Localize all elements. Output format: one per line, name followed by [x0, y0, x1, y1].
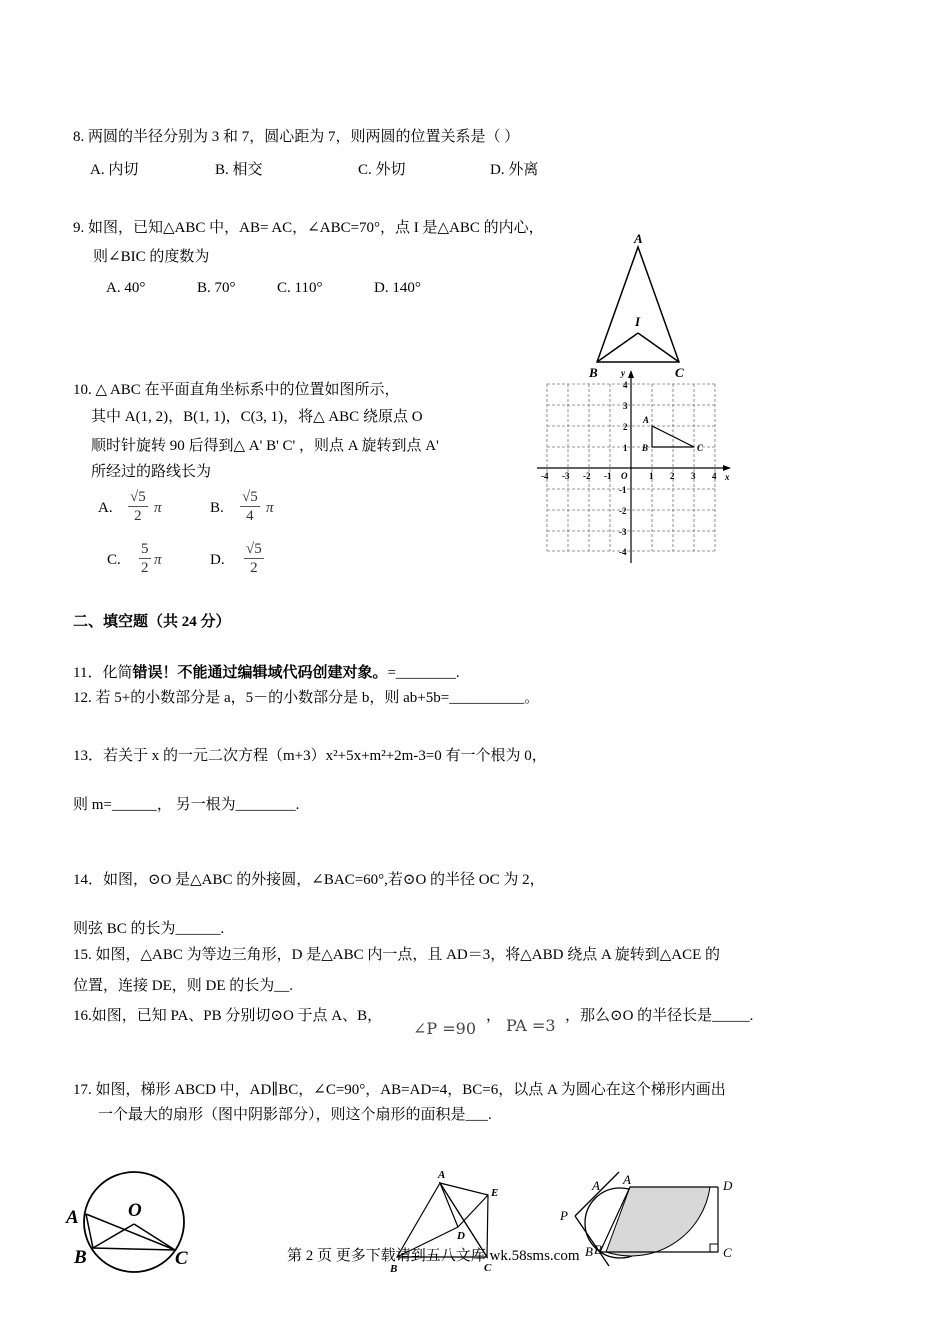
- q17-line2: 一个最大的扇形（图中阴影部分），则这个扇形的面积是___.: [98, 1107, 492, 1123]
- q9-option-c: C. 110°: [277, 280, 323, 296]
- q16-suffix: ，那么⊙O 的半径长是_____.: [565, 1008, 754, 1024]
- y-tick-neg4: -4: [619, 547, 627, 557]
- x-tick-neg2: -2: [583, 471, 591, 481]
- fig17-label-d: D: [723, 1178, 733, 1193]
- q15-line2: 位置，连接 DE，则 DE 的长为__.: [73, 978, 293, 994]
- x-tick-4: 4: [712, 471, 717, 481]
- fig15-label-e: E: [491, 1187, 499, 1199]
- page-footer: 第 2 页 更多下载请到五八文库 wk.58sms.com: [287, 1248, 580, 1264]
- q10-option-a-pi: π: [154, 500, 162, 516]
- y-tick-1: 1: [623, 443, 628, 453]
- q9-label-c: C: [675, 365, 684, 380]
- y-tick-4: 4: [623, 380, 628, 390]
- x-tick-1: 1: [649, 471, 654, 481]
- q15-line1: 15. 如图，△ABC 为等边三角形，D 是△ABC 内一点，且 AD＝3，将△ABD 绕点 A 旋转到△ACE 的: [73, 947, 721, 963]
- x-tick-neg3: -3: [562, 471, 570, 481]
- q9-line1: 9. 如图，已知△ABC 中，AB= AC，∠ABC=70°，点 I 是△ABC 的内心，: [73, 220, 544, 236]
- q12: 12. 若 5+的小数部分是 a，5－的小数部分是 b，则 ab+5b=__________。: [73, 690, 540, 706]
- point-b-label: B: [642, 443, 649, 453]
- q9-triangle-figure: [580, 225, 700, 385]
- x-axis-label: x: [725, 472, 730, 482]
- q8-option-d: D. 外离: [490, 162, 539, 178]
- fig14-label-c: C: [175, 1248, 188, 1269]
- q10-option-c-fraction: $\frac{5}{2}$: [141, 541, 149, 576]
- q8-option-a: A. 内切: [90, 162, 139, 178]
- q16-comma: ，: [486, 1008, 502, 1024]
- fig17-label-c: C: [723, 1245, 732, 1260]
- fig14-label-b: B: [74, 1247, 87, 1268]
- q9-line2: 则∠BIC 的度数为: [93, 249, 210, 265]
- q10-line3: 顺时针旋转 90 后得到△ A' B' C' ，则点 A 旋转到点 A': [91, 438, 439, 454]
- x-tick-neg1: -1: [604, 471, 612, 481]
- q17-trapezoid-figure: [594, 1172, 745, 1267]
- q9-option-d: D. 140°: [374, 280, 421, 296]
- q10-option-b-fraction: $\frac{√5}{4}$: [242, 489, 258, 524]
- section-2-heading: 二、填空题（共 24 分）: [73, 614, 231, 630]
- fig16-label-b: B: [585, 1244, 593, 1259]
- q10-option-d-fraction: $\frac{√5}{2}$: [246, 541, 262, 576]
- q16-angle-p: ∠P =90: [413, 1019, 477, 1038]
- q8-stem: 8. 两圆的半径分别为 3 和 7，圆心距为 7，则两圆的位置关系是（ ）: [73, 129, 520, 145]
- q10-option-b-pi: π: [266, 500, 274, 516]
- q14-line1: 14．如图，⊙O 是△ABC 的外接圆，∠BAC=60°,若⊙O 的半径 OC 为 2，: [73, 872, 545, 888]
- q17-line1: 17. 如图，梯形 ABCD 中，AD∥BC，∠C=90°，AB=AD=4，BC=6，以点 A 为圆心在这个梯形内画出: [73, 1082, 726, 1098]
- q10-option-c-pi: π: [154, 552, 162, 568]
- q13-line2: 则 m=______， 另一根为________.: [73, 797, 300, 813]
- q8-option-c: C. 外切: [358, 162, 406, 178]
- fig15-label-b: B: [390, 1263, 398, 1275]
- q10-option-b-label: B.: [210, 500, 224, 516]
- fig17-label-a: A: [623, 1172, 631, 1187]
- q14-line2: 则弦 BC 的长为______.: [73, 921, 225, 937]
- q10-option-a-fraction: $\frac{√5}{2}$: [130, 489, 146, 524]
- fig16-label-a: A: [592, 1178, 600, 1193]
- y-tick-neg2: -2: [619, 506, 627, 516]
- q13-line1: 13．若关于 x 的一元二次方程（m+3）x²+5x+m²+2m-3=0 有一个根为 0，: [73, 748, 547, 764]
- q9-label-b: B: [589, 365, 598, 380]
- point-a-label: A: [643, 415, 650, 425]
- fig15-label-c: C: [484, 1262, 492, 1274]
- fig17-label-b: B: [594, 1242, 602, 1257]
- x-tick-2: 2: [670, 471, 675, 481]
- y-tick-3: 3: [623, 401, 628, 411]
- q16-text: 16.如图，已知 PA、PB 分别切⊙O 于点 A、B，: [73, 1008, 383, 1024]
- x-tick-3: 3: [691, 471, 696, 481]
- fig15-label-a: A: [438, 1169, 446, 1181]
- q9-label-a: A: [634, 231, 643, 246]
- y-axis-label: y: [621, 368, 625, 378]
- fig14-label-o: O: [128, 1200, 142, 1221]
- q10-option-c-label: C.: [107, 552, 121, 568]
- q10-line2: 其中 A(1, 2)，B(1, 1)，C(3, 1)，将△ ABC 绕原点 O: [91, 409, 423, 425]
- q8-option-b: B. 相交: [215, 162, 263, 178]
- q14-circle-figure: [62, 1170, 202, 1280]
- origin-label: O: [621, 471, 628, 481]
- q10-line1: 10. △ ABC 在平面直角坐标系中的位置如图所示，: [73, 382, 400, 398]
- x-tick-neg4: -4: [541, 471, 549, 481]
- fig15-label-d: D: [457, 1230, 465, 1242]
- q16-pa-value: PA =3: [506, 1016, 556, 1035]
- q10-option-d-label: D.: [210, 552, 225, 568]
- fig16-label-p: P: [560, 1208, 568, 1223]
- q9-option-a: A. 40°: [106, 280, 146, 296]
- point-c-label: C: [697, 443, 704, 453]
- y-tick-neg1: -1: [619, 485, 627, 495]
- q9-label-i: I: [635, 314, 641, 329]
- q11: 11．化简错误！不能通过编辑域代码创建对象。=________.: [73, 665, 460, 681]
- q9-option-b: B. 70°: [197, 280, 236, 296]
- fig14-label-a: A: [66, 1207, 79, 1228]
- y-tick-2: 2: [623, 422, 628, 432]
- y-tick-neg3: -3: [619, 527, 627, 537]
- q10-option-a-label: A.: [98, 500, 113, 516]
- q10-line4: 所经过的路线长为: [91, 464, 212, 480]
- q10-coordinate-grid: [535, 365, 740, 565]
